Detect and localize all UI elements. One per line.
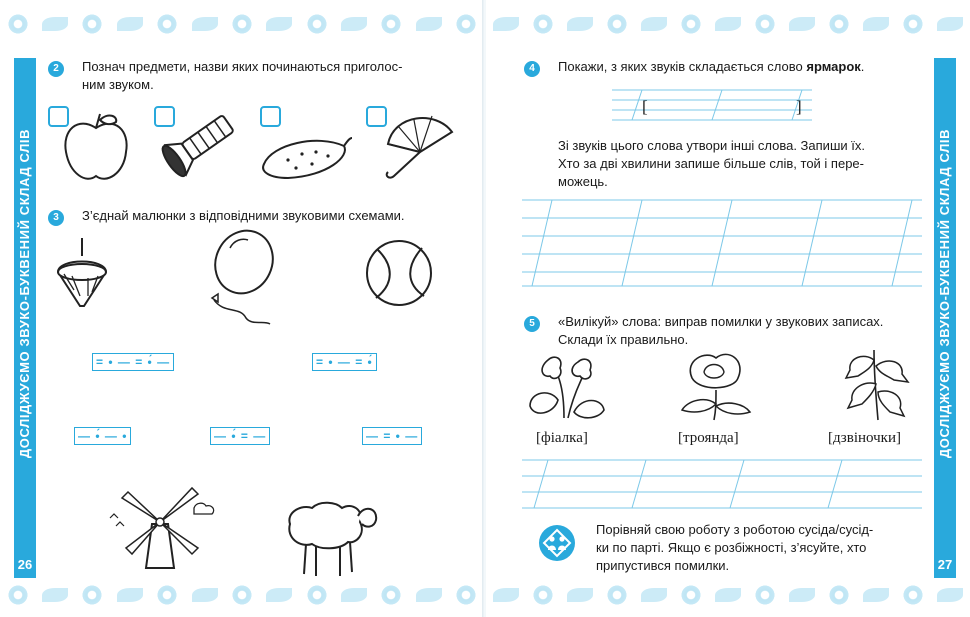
violet-picture: [524, 352, 610, 422]
flower-ornament-icon: [380, 13, 402, 35]
leaf-ornament-icon: [416, 588, 442, 602]
answer-checkbox[interactable]: [260, 106, 281, 127]
flower-ornament-icon: [606, 584, 628, 606]
flower-ornament-icon: [754, 13, 776, 35]
sound-scheme: [210, 427, 270, 445]
bellflower-picture: [834, 346, 918, 422]
task4-para-line1: Зі звуків цього слова утвори інші слова. Запиши їх.: [558, 138, 865, 153]
right-page: [486, 0, 970, 617]
windmill-picture: [108, 478, 220, 572]
sheep-picture: [280, 494, 380, 578]
leaf-ornament-icon: [341, 17, 367, 31]
balloon-picture: [200, 228, 276, 328]
task4-para-line2: Хто за дві хвилини запише більше слів, той і пере-: [558, 156, 864, 171]
task2-line2: ним звуком.: [82, 77, 154, 92]
flower-ornament-icon: [680, 584, 702, 606]
task-number: 2: [48, 61, 64, 77]
leaf-ornament-icon: [789, 17, 815, 31]
task-number: 5: [524, 316, 540, 332]
leaf-ornament-icon: [715, 17, 741, 31]
leaf-ornament-icon: [937, 17, 963, 31]
scheme-cell: — •́ — •: [78, 429, 128, 443]
leaf-ornament-icon: [567, 588, 593, 602]
flower-ornament-icon: [231, 13, 253, 35]
leaf-ornament-icon: [117, 17, 143, 31]
leaf-ornament-icon: [42, 588, 68, 602]
leaf-ornament-icon: [641, 17, 667, 31]
leaf-ornament-icon: [192, 17, 218, 31]
side-title-bar: [14, 58, 36, 578]
flower-ornament-icon: [606, 13, 628, 35]
word-transcription: [фіалка]: [536, 430, 588, 446]
flower-ornament-icon: [902, 584, 924, 606]
sound-scheme: [92, 353, 174, 371]
spinning-top-picture: [54, 236, 110, 312]
pair-work-icon: [538, 524, 576, 562]
rose-picture: [676, 348, 756, 422]
ball-picture: [364, 238, 434, 308]
flower-ornament-icon: [680, 13, 702, 35]
bottom-ornament: [486, 575, 970, 615]
task4-word: ярмарок: [806, 59, 861, 74]
flower-ornament-icon: [81, 584, 103, 606]
sound-scheme: [312, 353, 377, 371]
umbrella-picture: [374, 110, 458, 186]
leaf-ornament-icon: [493, 588, 519, 602]
leaf-ornament-icon: [266, 588, 292, 602]
flower-ornament-icon: [532, 584, 554, 606]
leaf-ornament-icon: [789, 588, 815, 602]
flower-ornament-icon: [156, 584, 178, 606]
flower-ornament-icon: [7, 584, 29, 606]
task4-para-line3: можець.: [558, 174, 608, 189]
page-number: 26: [17, 557, 33, 572]
scheme-cell: = • — = •́: [316, 355, 373, 369]
word-transcription: [троянда]: [678, 430, 739, 446]
top-ornament: [0, 4, 484, 44]
flower-ornament-icon: [828, 584, 850, 606]
task4-text: Покажи, з яких звуків складається слово ярмарок.: [558, 59, 865, 74]
scheme-cell: — •́ = —: [214, 429, 267, 443]
flower-ornament-icon: [828, 13, 850, 35]
flower-ornament-icon: [455, 584, 477, 606]
leaf-ornament-icon: [341, 588, 367, 602]
flower-ornament-icon: [380, 584, 402, 606]
leaf-ornament-icon: [567, 17, 593, 31]
leaf-ornament-icon: [42, 17, 68, 31]
flower-ornament-icon: [306, 13, 328, 35]
bracket-close: ]: [796, 97, 802, 116]
flower-ornament-icon: [156, 13, 178, 35]
flower-ornament-icon: [231, 584, 253, 606]
task5-line1: «Вилікуй» слова: виправ помилки у звукових записах.: [558, 314, 884, 329]
task3-text: З’єднай малюнки з відповідними звуковими схемами.: [82, 208, 405, 223]
check-line2: ки по парті. Якщо є розбіжності, з’ясуйте, хто: [596, 540, 867, 555]
task-number: 4: [524, 61, 540, 77]
leaf-ornament-icon: [641, 588, 667, 602]
top-ornament: [486, 4, 970, 44]
sound-scheme: [74, 427, 131, 445]
leaf-ornament-icon: [863, 588, 889, 602]
flower-ornament-icon: [902, 13, 924, 35]
side-title-bar: [934, 58, 956, 578]
left-page: [0, 0, 484, 617]
bracket-open: [: [642, 97, 648, 116]
scheme-cell: = • — = •́ —: [96, 355, 171, 369]
leaf-ornament-icon: [117, 588, 143, 602]
leaf-ornament-icon: [937, 588, 963, 602]
flashlight-picture: [156, 112, 242, 180]
leaf-ornament-icon: [266, 17, 292, 31]
apple-picture: [58, 112, 134, 184]
flower-ornament-icon: [532, 13, 554, 35]
task-number: 3: [48, 210, 64, 226]
leaf-ornament-icon: [493, 17, 519, 31]
check-line3: припустився помилки.: [596, 558, 730, 573]
flower-ornament-icon: [455, 13, 477, 35]
scheme-cell: — = • —: [366, 429, 419, 443]
bottom-ornament: [0, 575, 484, 615]
task5-line2: Склади їх правильно.: [558, 332, 689, 347]
writing-lines[interactable]: [522, 196, 922, 288]
check-line1: Порівняй свою роботу з роботою сусіда/сусід-: [596, 522, 874, 537]
side-title: ДОСЛІДЖУЄМО ЗВУКО-БУКВЕНИЙ СКЛАД СЛІВ: [937, 128, 953, 458]
cucumber-picture: [258, 126, 352, 182]
leaf-ornament-icon: [416, 17, 442, 31]
task2-line1: Познач предмети, назви яких починаються приголос-: [82, 59, 403, 74]
leaf-ornament-icon: [863, 17, 889, 31]
word-transcription: [дзвіночки]: [828, 430, 901, 446]
task4-prefix: Покажи, з яких звуків складається слово: [558, 59, 807, 74]
flower-ornament-icon: [81, 13, 103, 35]
leaf-ornament-icon: [715, 588, 741, 602]
leaf-ornament-icon: [192, 588, 218, 602]
writing-lines[interactable]: [522, 456, 922, 510]
page-number: 27: [937, 557, 953, 572]
sound-scheme: [362, 427, 422, 445]
flower-ornament-icon: [306, 584, 328, 606]
side-title: ДОСЛІДЖУЄМО ЗВУКО-БУКВЕНИЙ СКЛАД СЛІВ: [17, 128, 33, 458]
flower-ornament-icon: [754, 584, 776, 606]
flower-ornament-icon: [7, 13, 29, 35]
